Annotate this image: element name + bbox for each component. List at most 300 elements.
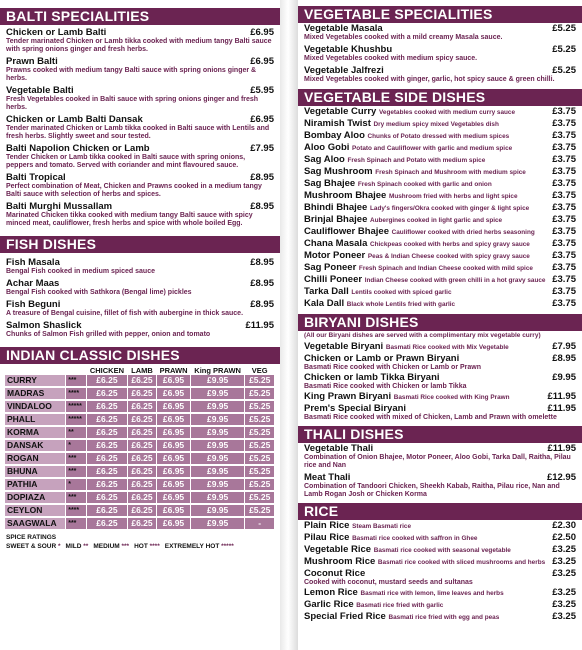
menu-item — [298, 544, 582, 556]
menu-item-description: Bengal Fish cooked with Sathkora (Bengal lime) pickles — [6, 289, 192, 296]
menu-item-name: Balti Napolion Chicken or Lamb — [6, 143, 150, 154]
menu-item-row — [6, 56, 274, 67]
spice-rating-entry — [165, 543, 234, 550]
menu-item-row — [304, 23, 576, 34]
menu-item-price: £6.95 — [250, 56, 274, 67]
price-cell: £5.25 — [245, 465, 275, 478]
rice-section — [298, 503, 582, 623]
table-row — [5, 426, 275, 439]
spice-rating-cell: *** — [66, 452, 87, 465]
menu-item-price: £2.30 — [552, 520, 576, 531]
price-cell: £9.95 — [190, 426, 245, 439]
menu-item-inline-desc: Fresh Spinach and Mushroom with medium spice — [375, 169, 526, 176]
menu-item-price: £5.25 — [552, 44, 576, 55]
menu-item — [298, 599, 582, 611]
left-menu-page — [0, 0, 280, 650]
spice-rating-cell: ***** — [66, 413, 87, 426]
menu-item-name: Pilau Rice — [304, 532, 350, 543]
menu-item — [0, 257, 280, 276]
menu-item-inline-desc: Indian Cheese cooked with green chilli in a hot gravy sauce — [364, 277, 546, 284]
menu-item-name: Lemon Rice — [304, 587, 358, 598]
menu-item-price: £5.25 — [552, 23, 576, 34]
menu-item-inline-desc: Cauliflower cooked with dried herbs seasoning — [391, 229, 535, 236]
menu-item — [298, 443, 582, 470]
price-cell: £5.25 — [245, 426, 275, 439]
price-cell: £6.95 — [157, 387, 191, 400]
spice-rating-stars: ** — [83, 543, 89, 550]
price-cell: £6.95 — [157, 426, 191, 439]
price-cell: £9.95 — [190, 517, 245, 530]
price-cell: £6.25 — [127, 413, 157, 426]
menu-item-row — [304, 65, 576, 76]
price-cell: £6.25 — [87, 452, 128, 465]
price-cell: £5.25 — [245, 452, 275, 465]
menu-item-row — [304, 250, 576, 262]
price-cell: £6.25 — [127, 491, 157, 504]
spice-rating-stars: **** — [149, 543, 160, 550]
price-cell: £6.95 — [157, 491, 191, 504]
menu-item — [298, 142, 582, 154]
price-cell: £6.25 — [87, 465, 128, 478]
menu-item-name-group — [304, 599, 443, 611]
table-column-header — [5, 367, 66, 375]
classic-section — [0, 347, 280, 551]
menu-item-price: £3.25 — [552, 544, 576, 555]
dish-name-cell: CURRY — [5, 375, 66, 387]
menu-item-row — [304, 274, 576, 286]
price-cell: £5.25 — [245, 400, 275, 413]
dish-name-cell: BHUNA — [5, 465, 66, 478]
menu-item-name-group — [6, 320, 82, 331]
menu-item-price: £7.95 — [552, 341, 576, 352]
section-heading: RICE — [298, 503, 582, 520]
menu-item-name-group — [304, 262, 533, 274]
menu-item-description: Basmati Rice cooked with mixed of Chicken, Lamb and Prawn with omelette — [304, 414, 557, 421]
menu-item-name: Vegetable Khushbu — [304, 44, 393, 55]
menu-item-name-group — [304, 341, 509, 353]
fish-section — [0, 236, 280, 339]
menu-item-name-group — [304, 391, 510, 403]
menu-item-name: Vegetable Jalfrezi — [304, 65, 384, 76]
menu-item-description: Mixed Vegetables cooked with a mild creamy Masala sauce. — [304, 34, 503, 41]
menu-item-description: Prawns cooked with medium tangy Balti sauce with spring onions ginger & herbs. — [6, 67, 257, 82]
menu-item — [0, 201, 280, 228]
price-cell: £6.25 — [127, 452, 157, 465]
menu-item-name-group — [304, 226, 535, 238]
price-cell: £6.25 — [87, 400, 128, 413]
menu-item-row — [304, 568, 576, 579]
dish-name-cell: PATHIA — [5, 478, 66, 491]
menu-item-row — [6, 257, 274, 268]
menu-item-description: Basmati Rice cooked with Chicken or Lamb or Prawn — [304, 364, 481, 371]
spice-rating-cell: *** — [66, 375, 87, 387]
table-column-header: PRAWN — [157, 367, 191, 375]
menu-item-name-group — [304, 286, 452, 298]
price-cell: £6.25 — [127, 504, 157, 517]
price-cell: £9.95 — [190, 400, 245, 413]
menu-item-name-group — [304, 532, 477, 544]
menu-item-description: Tender marinated Chicken or Lamb tikka cooked in Balti sauce with Lentils and fresh herbs. Slightly sweet and sour tested. — [6, 125, 270, 140]
spice-rating-label: EXTREMELY HOT — [164, 543, 220, 550]
menu-item-price: £3.25 — [552, 587, 576, 598]
menu-item-name: Chilli Poneer — [304, 274, 363, 285]
menu-item-price: £3.75 — [552, 226, 576, 237]
menu-item-inline-desc: Potato and Cauliflower with garlic and medium spice — [352, 145, 513, 152]
spice-rating-cell: * — [66, 439, 87, 452]
menu-item-name-group — [6, 201, 112, 212]
menu-item-price: £3.75 — [552, 142, 576, 153]
price-cell: £9.95 — [190, 465, 245, 478]
menu-item — [298, 106, 582, 118]
menu-item-description: Tender marinated Chicken or Lamb tikka cooked with medium tangy Balti sauce with spring onions ginger and fresh herbs. — [6, 38, 272, 53]
menu-item-row — [6, 114, 274, 125]
table-row — [5, 387, 275, 400]
price-cell: £5.25 — [245, 439, 275, 452]
price-cell: £6.95 — [157, 413, 191, 426]
menu-item-name: Meat Thali — [304, 472, 351, 483]
menu-item-inline-desc: Lentils cooked with spiced garlic — [351, 289, 452, 296]
menu-item-name: Chicken or Lamb Balti — [6, 27, 107, 38]
table-row — [5, 375, 275, 387]
table-column-header: CHICKEN — [87, 367, 128, 375]
menu-item-name-group — [304, 154, 485, 166]
menu-item-price: £3.25 — [552, 611, 576, 622]
price-cell: £6.25 — [87, 517, 128, 530]
menu-item-price: £3.25 — [552, 556, 576, 567]
veg-specialities-section — [298, 6, 582, 84]
section-heading: THALI DISHES — [298, 426, 582, 443]
dish-name-cell: DOPIAZA — [5, 491, 66, 504]
menu-item-description: Marinated Chicken tikka cooked with medium tangy Balti sauce with spicy minced meat, cauliflower, fresh herbs and spice with whole boiled Egg. — [6, 212, 253, 227]
menu-item-name: Sag Bhajee — [304, 178, 356, 189]
classic-price-table — [5, 367, 275, 531]
menu-item-name-group — [304, 214, 502, 226]
price-cell: £5.25 — [245, 491, 275, 504]
menu-item-row — [304, 611, 576, 623]
menu-item — [298, 65, 582, 84]
menu-item-inline-desc: Basmati rice with lemon, lime leaves and herbs — [360, 590, 504, 597]
table-column-header: King PRAWN — [190, 367, 245, 375]
menu-item — [298, 587, 582, 599]
menu-item-row — [304, 286, 576, 298]
spice-rating-cell: * — [66, 478, 87, 491]
dish-name-cell: CEYLON — [5, 504, 66, 517]
menu-item-name: Vegetable Curry — [304, 106, 377, 117]
menu-item-inline-desc: Basmati rice cooked with saffron in Ghee — [352, 535, 478, 542]
menu-item-inline-desc: Lady's fingers/Okra cooked with ginger & light spice — [369, 205, 530, 212]
menu-item-inline-desc: Basmati Rice cooked with King Prawn — [393, 394, 510, 401]
menu-item-row — [304, 472, 576, 483]
menu-item-name-group — [304, 472, 350, 483]
menu-item-inline-desc: Dry medium spicy mixed Vegetables dish — [373, 121, 499, 128]
table-column-header: LAMB — [127, 367, 157, 375]
menu-item-row — [304, 154, 576, 166]
menu-item-name: Chicken or Lamb Balti Dansak — [6, 114, 143, 125]
menu-item — [298, 532, 582, 544]
menu-item — [298, 520, 582, 532]
table-row — [5, 517, 275, 530]
menu-item-price: £3.75 — [552, 106, 576, 117]
spice-rating-cell: *** — [66, 465, 87, 478]
menu-item-price: £5.25 — [552, 65, 576, 76]
menu-item-name-group — [6, 143, 150, 154]
price-cell: £6.95 — [157, 465, 191, 478]
spice-rating-cell: ** — [66, 426, 87, 439]
spice-rating-label: SWEET & SOUR — [6, 543, 57, 550]
menu-item-name: Plain Rice — [304, 520, 350, 531]
spice-rating-stars: *** — [121, 543, 130, 550]
dish-name-cell: ROGAN — [5, 452, 66, 465]
menu-item-row — [304, 372, 576, 383]
table-row — [5, 491, 275, 504]
menu-item — [298, 214, 582, 226]
spice-rating-cell: ***** — [66, 400, 87, 413]
menu-item-price: £11.95 — [547, 443, 576, 454]
section-heading: INDIAN CLASSIC DISHES — [0, 347, 280, 364]
menu-item — [0, 27, 280, 54]
menu-item-price: £3.75 — [552, 190, 576, 201]
menu-item-price: £3.25 — [552, 568, 576, 579]
price-cell: £6.25 — [87, 478, 128, 491]
menu-item — [0, 85, 280, 112]
spice-rating-label: HOT — [134, 543, 148, 550]
menu-item-description: Cooked with coconut, mustard seeds and sultanas — [304, 579, 473, 586]
menu-item-price: £5.95 — [250, 85, 274, 96]
table-row — [5, 452, 275, 465]
menu-item — [298, 154, 582, 166]
menu-item-row — [304, 202, 576, 214]
menu-item — [298, 391, 582, 403]
table-column-header: VEG — [245, 367, 275, 375]
price-cell: £5.25 — [245, 504, 275, 517]
table-row — [5, 400, 275, 413]
biryani-note: (All our Biryani dishes are served with a complimentary mix vegetable curry) — [304, 332, 541, 339]
menu-item-row — [304, 238, 576, 250]
menu-item-name: Balti Murghi Mussallam — [6, 201, 113, 212]
price-cell: £6.25 — [127, 426, 157, 439]
menu-item-price: £3.25 — [552, 599, 576, 610]
menu-item-row — [6, 172, 274, 183]
menu-item — [0, 320, 280, 339]
menu-item-name-group — [304, 587, 504, 599]
menu-item-name-group — [304, 556, 545, 568]
price-cell: £9.95 — [190, 387, 245, 400]
spice-rating-entry — [134, 543, 160, 550]
menu-item-price: £3.75 — [552, 262, 576, 273]
price-cell: £6.95 — [157, 375, 191, 387]
price-cell: £6.95 — [157, 400, 191, 413]
menu-item-row — [6, 143, 274, 154]
menu-item-inline-desc: Peas & Indian Cheese cooked with spicy gravy sauce — [367, 253, 530, 260]
menu-item-name: Chana Masala — [304, 238, 368, 249]
dish-name-cell: SAAGWALA — [5, 517, 66, 530]
menu-item-name-group — [304, 166, 526, 178]
menu-item-name: Vegetable Balti — [6, 85, 74, 96]
menu-item-row — [6, 85, 274, 96]
menu-item-name-group — [304, 353, 459, 364]
dish-name-cell: PHALL — [5, 413, 66, 426]
price-cell: £5.25 — [245, 375, 275, 387]
menu-item — [298, 190, 582, 202]
menu-item — [0, 114, 280, 141]
menu-item-inline-desc: Chunks of Potato dressed with medium spices — [367, 133, 510, 140]
menu-item-row — [6, 278, 274, 289]
menu-item-row — [304, 178, 576, 190]
price-cell: £6.25 — [127, 517, 157, 530]
menu-item-description: Bengal Fish cooked in medium spiced sauce — [6, 268, 155, 275]
menu-item-row — [304, 587, 576, 599]
price-cell: - — [245, 517, 275, 530]
menu-item-row — [304, 142, 576, 154]
menu-item-name: Chicken or lamb Tikka Biryani — [304, 372, 440, 383]
menu-item-description: Basmati Rice cooked with Chicken or lamb Tikka — [304, 383, 467, 390]
menu-item-description: Tender Chicken or Lamb tikka cooked in Balti sauce with spring onions, peppers and tomato. Served with coriander and mint flavoured sauce. — [6, 154, 246, 169]
price-cell: £9.95 — [190, 478, 245, 491]
menu-item-row — [304, 166, 576, 178]
menu-item-row — [304, 443, 576, 454]
menu-item-description: Combination of Onion Bhajee, Motor Poneer, Aloo Gobi, Tarka Dall, Raitha, Pilau rice and Nan — [304, 454, 571, 469]
price-cell: £6.95 — [157, 452, 191, 465]
menu-item-name-group — [6, 56, 58, 67]
menu-item-inline-desc: Basmati Rice cooked with Mix Vegetable — [385, 344, 509, 351]
spice-ratings-legend — [0, 542, 280, 551]
menu-item-price: £11.95 — [547, 403, 576, 414]
menu-item-inline-desc: Basmati rice fried with garlic — [356, 602, 444, 609]
menu-item-price: £3.75 — [552, 214, 576, 225]
menu-item-price: £3.75 — [552, 298, 576, 309]
menu-item-name: Kala Dall — [304, 298, 345, 309]
section-heading: VEGETABLE SIDE DISHES — [298, 89, 582, 106]
menu-item-name: Prem's Special Biryani — [304, 403, 407, 414]
rice-items — [298, 520, 582, 623]
menu-item-name: Niramish Twist — [304, 118, 371, 129]
price-cell: £9.95 — [190, 413, 245, 426]
fish-items — [0, 257, 280, 339]
menu-item — [298, 556, 582, 568]
dish-name-cell: VINDALOO — [5, 400, 66, 413]
menu-item — [298, 178, 582, 190]
menu-item-name-group — [304, 544, 511, 556]
price-cell: £6.25 — [127, 375, 157, 387]
menu-item-price: £8.95 — [250, 172, 274, 183]
menu-item-price: £8.95 — [250, 278, 274, 289]
menu-item — [298, 472, 582, 499]
menu-item-inline-desc: Basmati rice fried with egg and peas — [388, 614, 500, 621]
table-row — [5, 504, 275, 517]
menu-item-inline-desc: Basmati rice cooked with sliced mushrooms and herbs — [377, 559, 546, 566]
menu-item-row — [6, 320, 274, 331]
section-heading: BALTI SPECIALITIES — [0, 8, 280, 25]
menu-item — [298, 341, 582, 353]
spice-rating-entry — [93, 543, 129, 550]
menu-item — [0, 299, 280, 318]
price-cell: £9.95 — [190, 452, 245, 465]
spice-rating-stars: ***** — [221, 543, 234, 550]
menu-item-row — [304, 214, 576, 226]
menu-item-description: Perfect combination of Meat, Chicken and Prawns cooked in a medium tangy Balti sauce with selection of herbs and spices. — [6, 183, 262, 198]
menu-item-name-group — [6, 85, 74, 96]
menu-item-name-group — [6, 172, 66, 183]
menu-item-name-group — [304, 274, 545, 286]
menu-item-row — [304, 391, 576, 403]
thali-section — [298, 426, 582, 499]
menu-item-name: Achar Maas — [6, 278, 60, 289]
menu-item-inline-desc: Fresh Spinach and Indian Cheese cooked with mild spice — [358, 265, 533, 272]
menu-item-price: £6.95 — [250, 114, 274, 125]
menu-item-price: £3.75 — [552, 274, 576, 285]
menu-item-price: £3.75 — [552, 166, 576, 177]
menu-item-name: Aloo Gobi — [304, 142, 350, 153]
menu-item-description: Combination of Tandoori Chicken, Sheekh Kabab, Raitha, Pilau rice, Nan and Lamb Rogan Josh or Chicken Korma — [304, 483, 560, 498]
menu-item-name: Salmon Shaslick — [6, 320, 82, 331]
dish-name-cell: KORMA — [5, 426, 66, 439]
price-cell: £6.25 — [127, 465, 157, 478]
menu-item-price: £3.75 — [552, 238, 576, 249]
menu-item — [298, 403, 582, 422]
menu-item-row — [6, 201, 274, 212]
menu-item-description: Mixed Vegetables cooked with medium spicy sauce. — [304, 55, 478, 62]
spice-rating-cell: *** — [66, 491, 87, 504]
biryani-items — [298, 341, 582, 422]
menu-item — [298, 250, 582, 262]
thali-items — [298, 443, 582, 499]
table-row — [5, 439, 275, 452]
menu-item-inline-desc: Fresh Spinach and Potato with medium spice — [347, 157, 486, 164]
menu-item-name: Mushroom Bhajee — [304, 190, 387, 201]
table-row — [5, 478, 275, 491]
menu-item — [298, 226, 582, 238]
menu-item-name: Fish Beguni — [6, 299, 61, 310]
menu-item — [298, 262, 582, 274]
menu-item-row — [304, 341, 576, 353]
spice-rating-cell: **** — [66, 504, 87, 517]
menu-item-price: £12.95 — [546, 472, 576, 483]
menu-item — [298, 298, 582, 310]
menu-item-price: £8.95 — [250, 299, 274, 310]
menu-item-name-group — [304, 142, 512, 154]
menu-item-name-group — [6, 257, 60, 268]
price-cell: £6.25 — [87, 413, 128, 426]
menu-item-name-group — [304, 118, 499, 130]
menu-item-row — [6, 299, 274, 310]
menu-item-name-group — [6, 299, 60, 310]
menu-item-name: Fish Masala — [6, 257, 60, 268]
menu-item-row — [304, 44, 576, 55]
menu-item-name-group — [304, 520, 411, 532]
menu-item-name: Vegetable Rice — [304, 544, 372, 555]
menu-item — [298, 202, 582, 214]
price-cell: £9.95 — [190, 439, 245, 452]
price-cell: £9.95 — [190, 504, 245, 517]
menu-item-name-group — [304, 202, 529, 214]
menu-item-name: Vegetable Masala — [304, 23, 383, 34]
section-heading: VEGETABLE SPECIALITIES — [298, 6, 582, 23]
menu-item-name: Mushroom Rice — [304, 556, 376, 567]
price-cell: £6.25 — [87, 426, 128, 439]
menu-item — [298, 130, 582, 142]
menu-item-name-group — [304, 298, 455, 310]
menu-item-name-group — [304, 611, 499, 623]
spice-rating-entry — [66, 543, 89, 550]
menu-item-name: Chicken or Lamb or Prawn Biryani — [304, 353, 460, 364]
menu-item-row — [304, 556, 576, 568]
menu-item-name-group — [304, 44, 392, 55]
price-cell: £6.25 — [87, 375, 128, 387]
menu-item — [298, 568, 582, 587]
menu-item — [298, 372, 582, 391]
section-heading: BIRYANI DISHES — [298, 314, 582, 331]
menu-item-name: Vegetable Thali — [304, 443, 374, 454]
